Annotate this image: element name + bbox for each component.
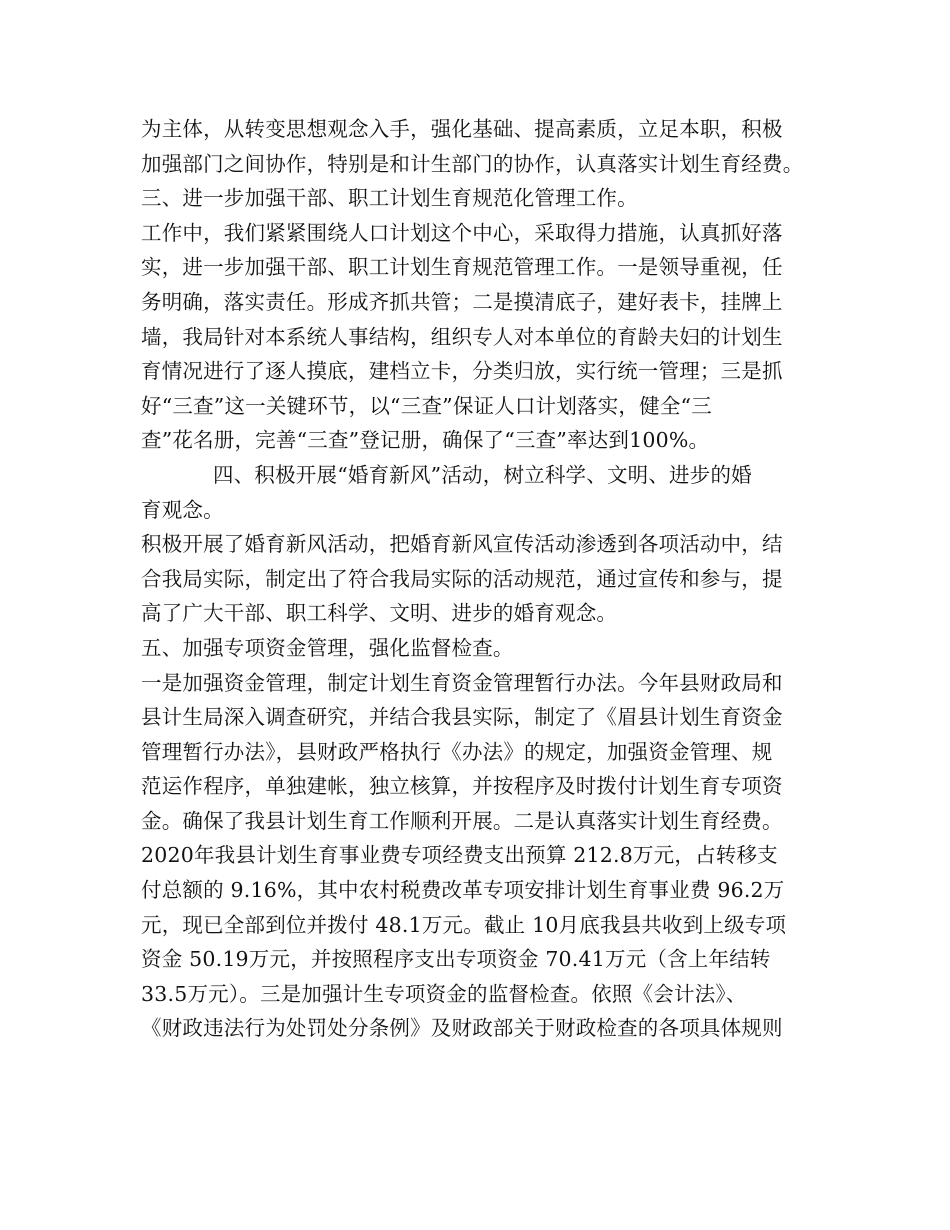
text-line: 务明确，落实责任。形成齐抓共管；二是摸清底子，建好表卡，挂牌上 [141,289,783,314]
section-heading-3: 三、进一步加强干部、职工计划生育规范化管理工作。 [141,186,638,211]
text-line: 2020年我县计划生育事业费专项经费支出预算 212.8万元，占转移支 [141,843,778,868]
section-heading-4-continued: 育观念。 [141,497,224,522]
text-line: 实，进一步加强干部、职工计划生育规范管理工作。一是领导重视，任 [141,255,783,280]
text-line: 元，现已全部到位并拨付 48.1万元。截止 10月底我县共收到上级专项 [141,912,787,937]
text-line: 合我局实际，制定出了符合我局实际的活动规范，通过宣传和参与，提 [141,566,783,591]
text-line: 资金 50.19万元，并按照程序支出专项资金 70.41万元（含上年结转 [141,947,771,972]
text-line: 金。确保了我县计划生育工作顺利开展。二是认真落实计划生育经费。 [141,808,783,833]
text-line: 一是加强资金管理，制定计划生育资金管理暂行办法。今年县财政局和 [141,670,783,695]
text-line: 查”花名册，完善“三查”登记册，确保了“三查”率达到100%。 [141,428,710,453]
text-line: 育情况进行了逐人摸底，建档立卡，分类归放，实行统一管理；三是抓 [141,359,783,384]
text-line: 33.5万元）。三是加强计生专项资金的监督检查。依照《会计法》、 [141,981,747,1006]
text-line: 高了广大干部、职工科学、文明、进步的婚育观念。 [141,601,618,626]
text-line: 积极开展了婚育新风活动，把婚育新风宣传活动渗透到各项活动中，结 [141,532,783,557]
document-body [141,112,816,1046]
text-line: 好“三查”这一关键环节，以“三查”保证人口计划落实，健全“三 [141,393,712,418]
text-line: 加强部门之间协作，特别是和计生部门的协作，认真落实计划生育经费。 [141,151,804,176]
text-line: 范运作程序，单独建帐，独立核算，并按程序及时拨付计划生育专项资 [141,774,783,799]
text-line: 为主体，从转变思想观念入手，强化基础、提高素质，立足本职，积极 [141,117,783,141]
text-line: 墙，我局针对本系统人事结构，组织专人对本单位的育龄夫妇的计划生 [141,324,783,349]
text-line: 付总额的 9.16%，其中农村税费改革专项安排计划生育事业费 96.2万 [141,878,785,903]
section-heading-5: 五、加强专项资金管理，强化监督检查。 [141,635,514,660]
text-line: 县计生局深入调查研究，并结合我县实际，制定了《眉县计划生育资金 [141,705,783,730]
text-line: 管理暂行办法》，县财政严格执行《办法》的规定，加强资金管理、规 [141,739,773,764]
section-heading-4: 四、积极开展“婚育新风”活动，树立科学、文明、进步的婚 [213,462,752,487]
text-line: 工作中，我们紧紧围绕人口计划这个中心，采取得力措施，认真抓好落 [141,220,783,245]
text-line: 《财政违法行为处罚处分条例》及财政部关于财政检查的各项具体规则 [141,1016,783,1041]
